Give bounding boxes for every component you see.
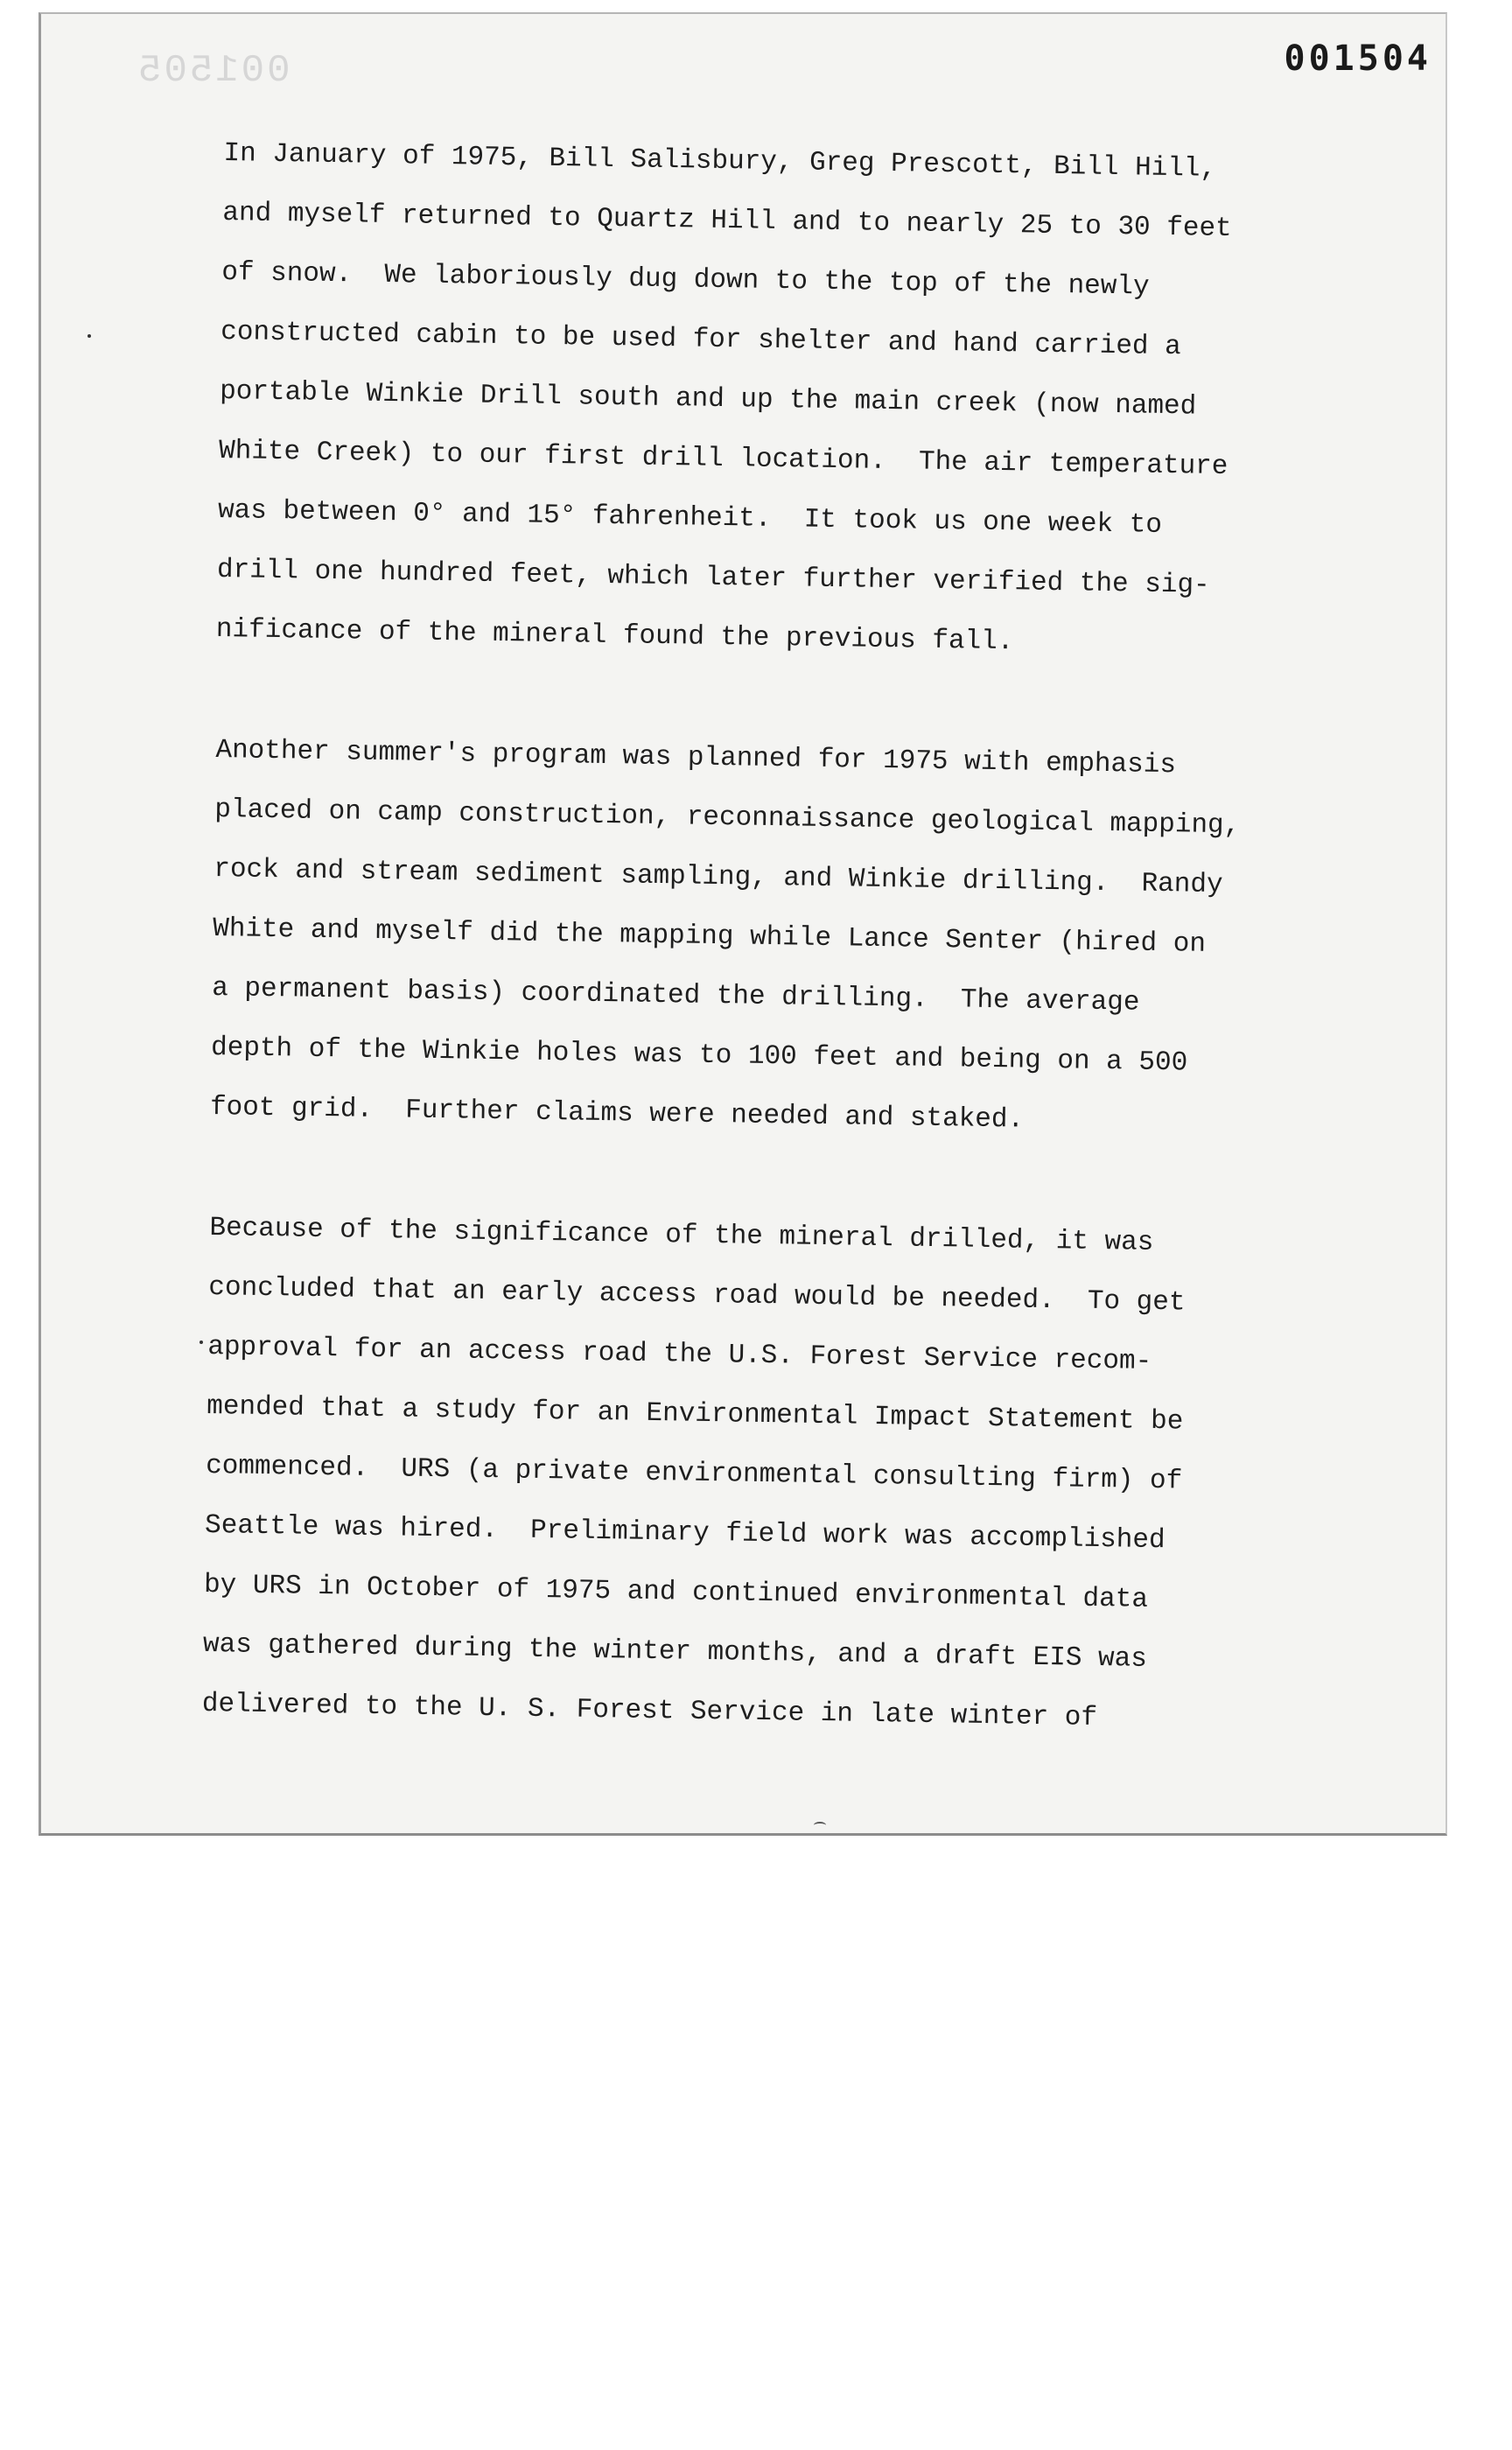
paragraph-2 [210,721,1242,1153]
text-line: was between 0° and 15° fahrenheit. It took us one week to [217,494,1163,541]
text-line: by URS in October of 1975 and continued environmental data [203,1569,1149,1615]
text-line: rock and stream sediment sampling, and Winkie drilling. Randy [214,853,1223,901]
text-line: constructed cabin to be used for shelter and hand carried a [220,316,1182,363]
text-line: a permanent basis) coordinated the drilling. The average [211,972,1140,1018]
text-line: Another summer's program was planned for 1975 with emphasis [215,734,1177,781]
text-line: mended that a study for an Environmental Impact Statement be [206,1390,1184,1438]
text-line: portable Winkie Drill south and up the main creek (now named [219,375,1197,423]
text-line: concluded that an early access road would be needed. To get [208,1271,1186,1319]
text-line: delivered to the U. S. Forest Service in late winter of [201,1688,1098,1733]
text-line: In January of 1975, Bill Salisbury, Greg Prescott, Bill Hill, [223,137,1217,185]
text-line: foot grid. Further claims were needed and staked. [209,1091,1025,1136]
text-line: placed on camp construction, reconnaissance geological mapping, [214,794,1241,842]
text-line: commenced. URS (a private environmental consulting firm) of [205,1450,1183,1497]
text-line: drill one hundred feet, which later further verified the sig- [216,554,1210,601]
text-line: of snow. We laboriously dug down to the top of the newly [221,256,1150,303]
page-bottom-mark [814,1822,826,1829]
paragraph-3 [201,1199,1186,1749]
text-line: and myself returned to Quartz Hill and to nearly 25 to 30 feet [222,197,1232,245]
text-line: depth of the Winkie holes was to 100 feet and being on a 500 [210,1032,1188,1079]
bleed-through-number: 001505 [136,49,290,93]
stray-mark [200,1340,203,1344]
text-line: White Creek) to our first drill location. The air temperature [218,435,1228,483]
document-number: 001504 [1284,38,1432,79]
text-line: nificance of the mineral found the previous fall. [215,613,1014,658]
paragraph-1 [215,124,1233,676]
stray-mark [88,334,91,338]
text-line: was gathered during the winter months, and a draft EIS was [202,1628,1148,1675]
text-line: Because of the significance of the mineral drilled, it was [209,1212,1154,1258]
text-line: White and myself did the mapping while Lance Senter (hired on [212,913,1207,960]
text-line: Seattle was hired. Preliminary field work was accomplished [204,1509,1166,1557]
text-line: approval for an access road the U.S. Forest Service recom- [207,1331,1152,1377]
